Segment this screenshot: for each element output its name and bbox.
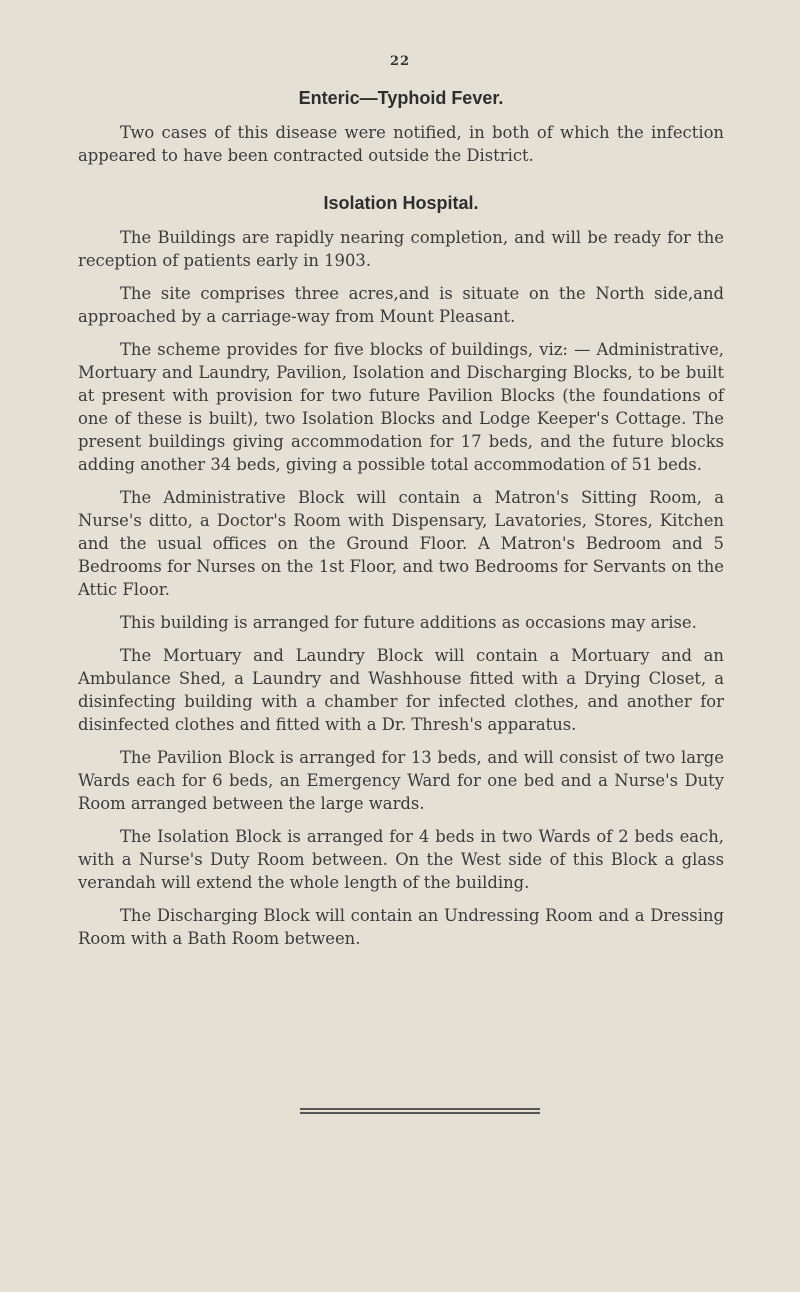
paragraph: The Isolation Block is arranged for 4 beds in two Wards of 2 beds each, with a Nurse's Duty Room between. On the West side of this Block a glass verandah will extend the whole length of the building. [78,827,724,892]
paragraph: This building is arranged for future additions as occasions may arise. [120,613,697,632]
paragraph: The site comprises three acres,and is situate on the North side,and approached by a carriage-way from Mount Pleasant. [78,284,724,326]
paragraph: The scheme provides for five blocks of buildings, viz: — Administrative, Mortuary and Laundry, Pavilion, Isolation and Discharging Blocks, to be built at present with provision for two future Pavilion Blocks (the foundations of one of these is built), two Isolation Blocks and Lodge Keeper's Cottage. The present buildings giving accommodation for 17 beds, and the future blocks adding another 34 beds, giving a possible total accommodation of 51 beds. [78,340,724,474]
paragraph: Two cases of this disease were notified, in both of which the infection appeared to have been contracted outside the District. [78,123,724,165]
paragraph: The Mortuary and Laundry Block will contain a Mortuary and an Ambulance Shed, a Laundry and Washhouse fitted with a Drying Closet, a disinfecting building with a chamber for infected clothes, and another for disinfected clothes and fitted with a Dr. Thresh's apparatus. [78,646,724,734]
section-heading-isolation-hospital: Isolation Hospital. [323,193,479,213]
paragraph: The Buildings are rapidly nearing completion, and will be ready for the reception of patients early in 1903. [78,228,724,270]
paragraph: The Pavilion Block is arranged for 13 beds, and will consist of two large Wards each for 6 beds, an Emergency Ward for one bed and a Nurse's Duty Room arranged between the large wards. [78,748,724,813]
paragraph: The Administrative Block will contain a Matron's Sitting Room, a Nurse's ditto, a Doctor's Room with Dispensary, Lavatories, Stores, Kitchen and the usual offices on the Ground Floor. A Matron's Bedroom and 5 Bedrooms for Nurses on the 1st Floor, and two Bedrooms for Servants on the Attic Floor. [78,488,724,599]
page-content [78,88,724,960]
paragraph: The Discharging Block will contain an Undressing Room and a Dressing Room with a Bath Room between. [78,906,724,948]
closing-rule-top [300,1108,540,1110]
page-number: 22 [389,54,411,69]
closing-rule-bottom [300,1112,540,1114]
section-heading-enteric: Enteric—Typhoid Fever. [298,88,504,108]
